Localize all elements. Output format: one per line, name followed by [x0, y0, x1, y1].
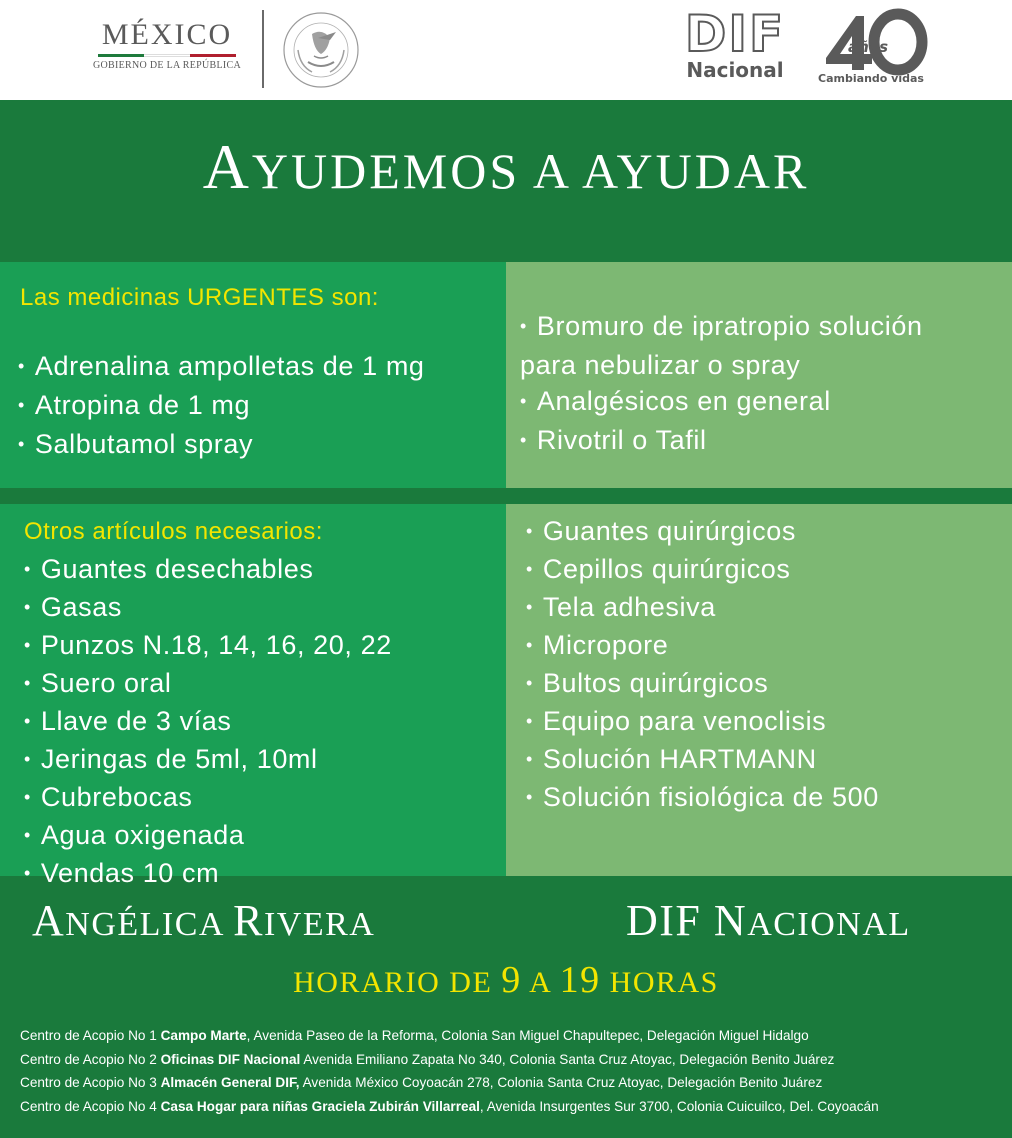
list-item-continuation: para nebulizar o spray: [520, 350, 801, 380]
urgent-left-list: [18, 348, 425, 465]
list-item: • Rivotril o Tafil: [520, 425, 707, 455]
address-line: Centro de Acopio No 2 Oficinas DIF Nacional Avenida Emiliano Zapata No 340, Colonia Santa Cruz Atoyac, Delegación Benito Juárez: [20, 1051, 835, 1067]
angelica-rivera-name: ANGÉLICA RIVERA: [32, 896, 376, 945]
list-item: • Solución HARTMANN: [526, 744, 817, 774]
gobierno-mexico-logo: [92, 18, 242, 71]
other-left-list: [24, 552, 392, 894]
title-first-letter: A: [202, 131, 252, 202]
list-item: • Cepillos quirúrgicos: [526, 554, 791, 584]
list-item: • Adrenalina ampolletas de 1 mg: [18, 351, 425, 381]
anniversary-subtitle: Cambiando vidas: [818, 72, 924, 85]
list-item: • Salbutamol spray: [18, 429, 254, 459]
list-item: • Guantes quirúrgicos: [526, 516, 796, 546]
address-line: Centro de Acopio No 4 Casa Hogar para niñas Graciela Zubirán Villarreal, Avenida Insurgentes Sur 3700, Colonia Cuicuilco, Del. Coyoacán: [20, 1098, 879, 1114]
list-item: • Jeringas de 5ml, 10ml: [24, 744, 318, 774]
mexico-wordmark: MÉXICO: [101, 18, 233, 51]
urgent-left-panel: [0, 262, 506, 488]
dif-nacional-name: DIF NACIONAL: [626, 896, 911, 945]
list-item: • Guantes desechables: [24, 554, 314, 584]
list-item: • Atropina de 1 mg: [18, 390, 251, 420]
address-line: Centro de Acopio No 1 Campo Marte, Avenida Paseo de la Reforma, Colonia San Miguel Chapultepec, Delegación Miguel Hidalgo: [20, 1028, 809, 1043]
logo-divider: [262, 10, 264, 88]
address-line: Centro de Acopio No 3 Almacén General DIF, Avenida México Coyoacán 278, Colonia Santa Cruz Atoyac, Delegación Benito Juárez: [20, 1075, 823, 1090]
flag-stripe: [98, 54, 236, 57]
list-item: • Llave de 3 vías: [24, 706, 232, 736]
header-bar: [0, 0, 1012, 100]
list-item: • Micropore: [526, 630, 669, 660]
urgent-right-list: [520, 308, 923, 461]
dif-subtitle: Nacional: [686, 58, 784, 82]
schedule-text: HORARIO DE 9 A 19 HORAS: [293, 959, 719, 1001]
anos-word: años: [848, 38, 889, 56]
list-item: • Suero oral: [24, 668, 172, 698]
list-item: • Agua oxigenada: [24, 820, 245, 850]
title-rest: YUDEMOS A AYUDAR: [251, 143, 810, 199]
list-item: • Tela adhesiva: [526, 592, 716, 622]
list-item: • Bromuro de ipratropio solución: [520, 311, 923, 341]
gobierno-subtitle: GOBIERNO DE LA REPÚBLICA: [92, 60, 242, 71]
collection-centers: [20, 1024, 1005, 1118]
list-item: • Equipo para venoclisis: [526, 706, 827, 736]
main-title: [0, 130, 1012, 204]
other-right-list: [526, 514, 879, 818]
other-left-panel: [0, 504, 506, 888]
list-item: • Vendas 10 cm: [24, 858, 220, 888]
list-item: • Bultos quirúrgicos: [526, 668, 769, 698]
list-item: • Punzos N.18, 14, 16, 20, 22: [24, 630, 392, 660]
list-item: • Solución fisiológica de 500: [526, 782, 879, 812]
dif-letters: DIF: [684, 5, 786, 63]
list-item: • Analgésicos en general: [520, 386, 831, 416]
dif-nacional-logo: [676, 5, 794, 82]
other-right-panel: [506, 504, 1012, 876]
urgent-heading: Las medicinas URGENTES son:: [20, 284, 379, 311]
coat-of-arms-icon: [278, 10, 364, 90]
list-item: • Gasas: [24, 592, 122, 622]
other-heading: Otros artículos necesarios:: [24, 518, 323, 545]
urgent-right-panel: [506, 262, 1012, 488]
list-item: • Cubrebocas: [24, 782, 193, 812]
